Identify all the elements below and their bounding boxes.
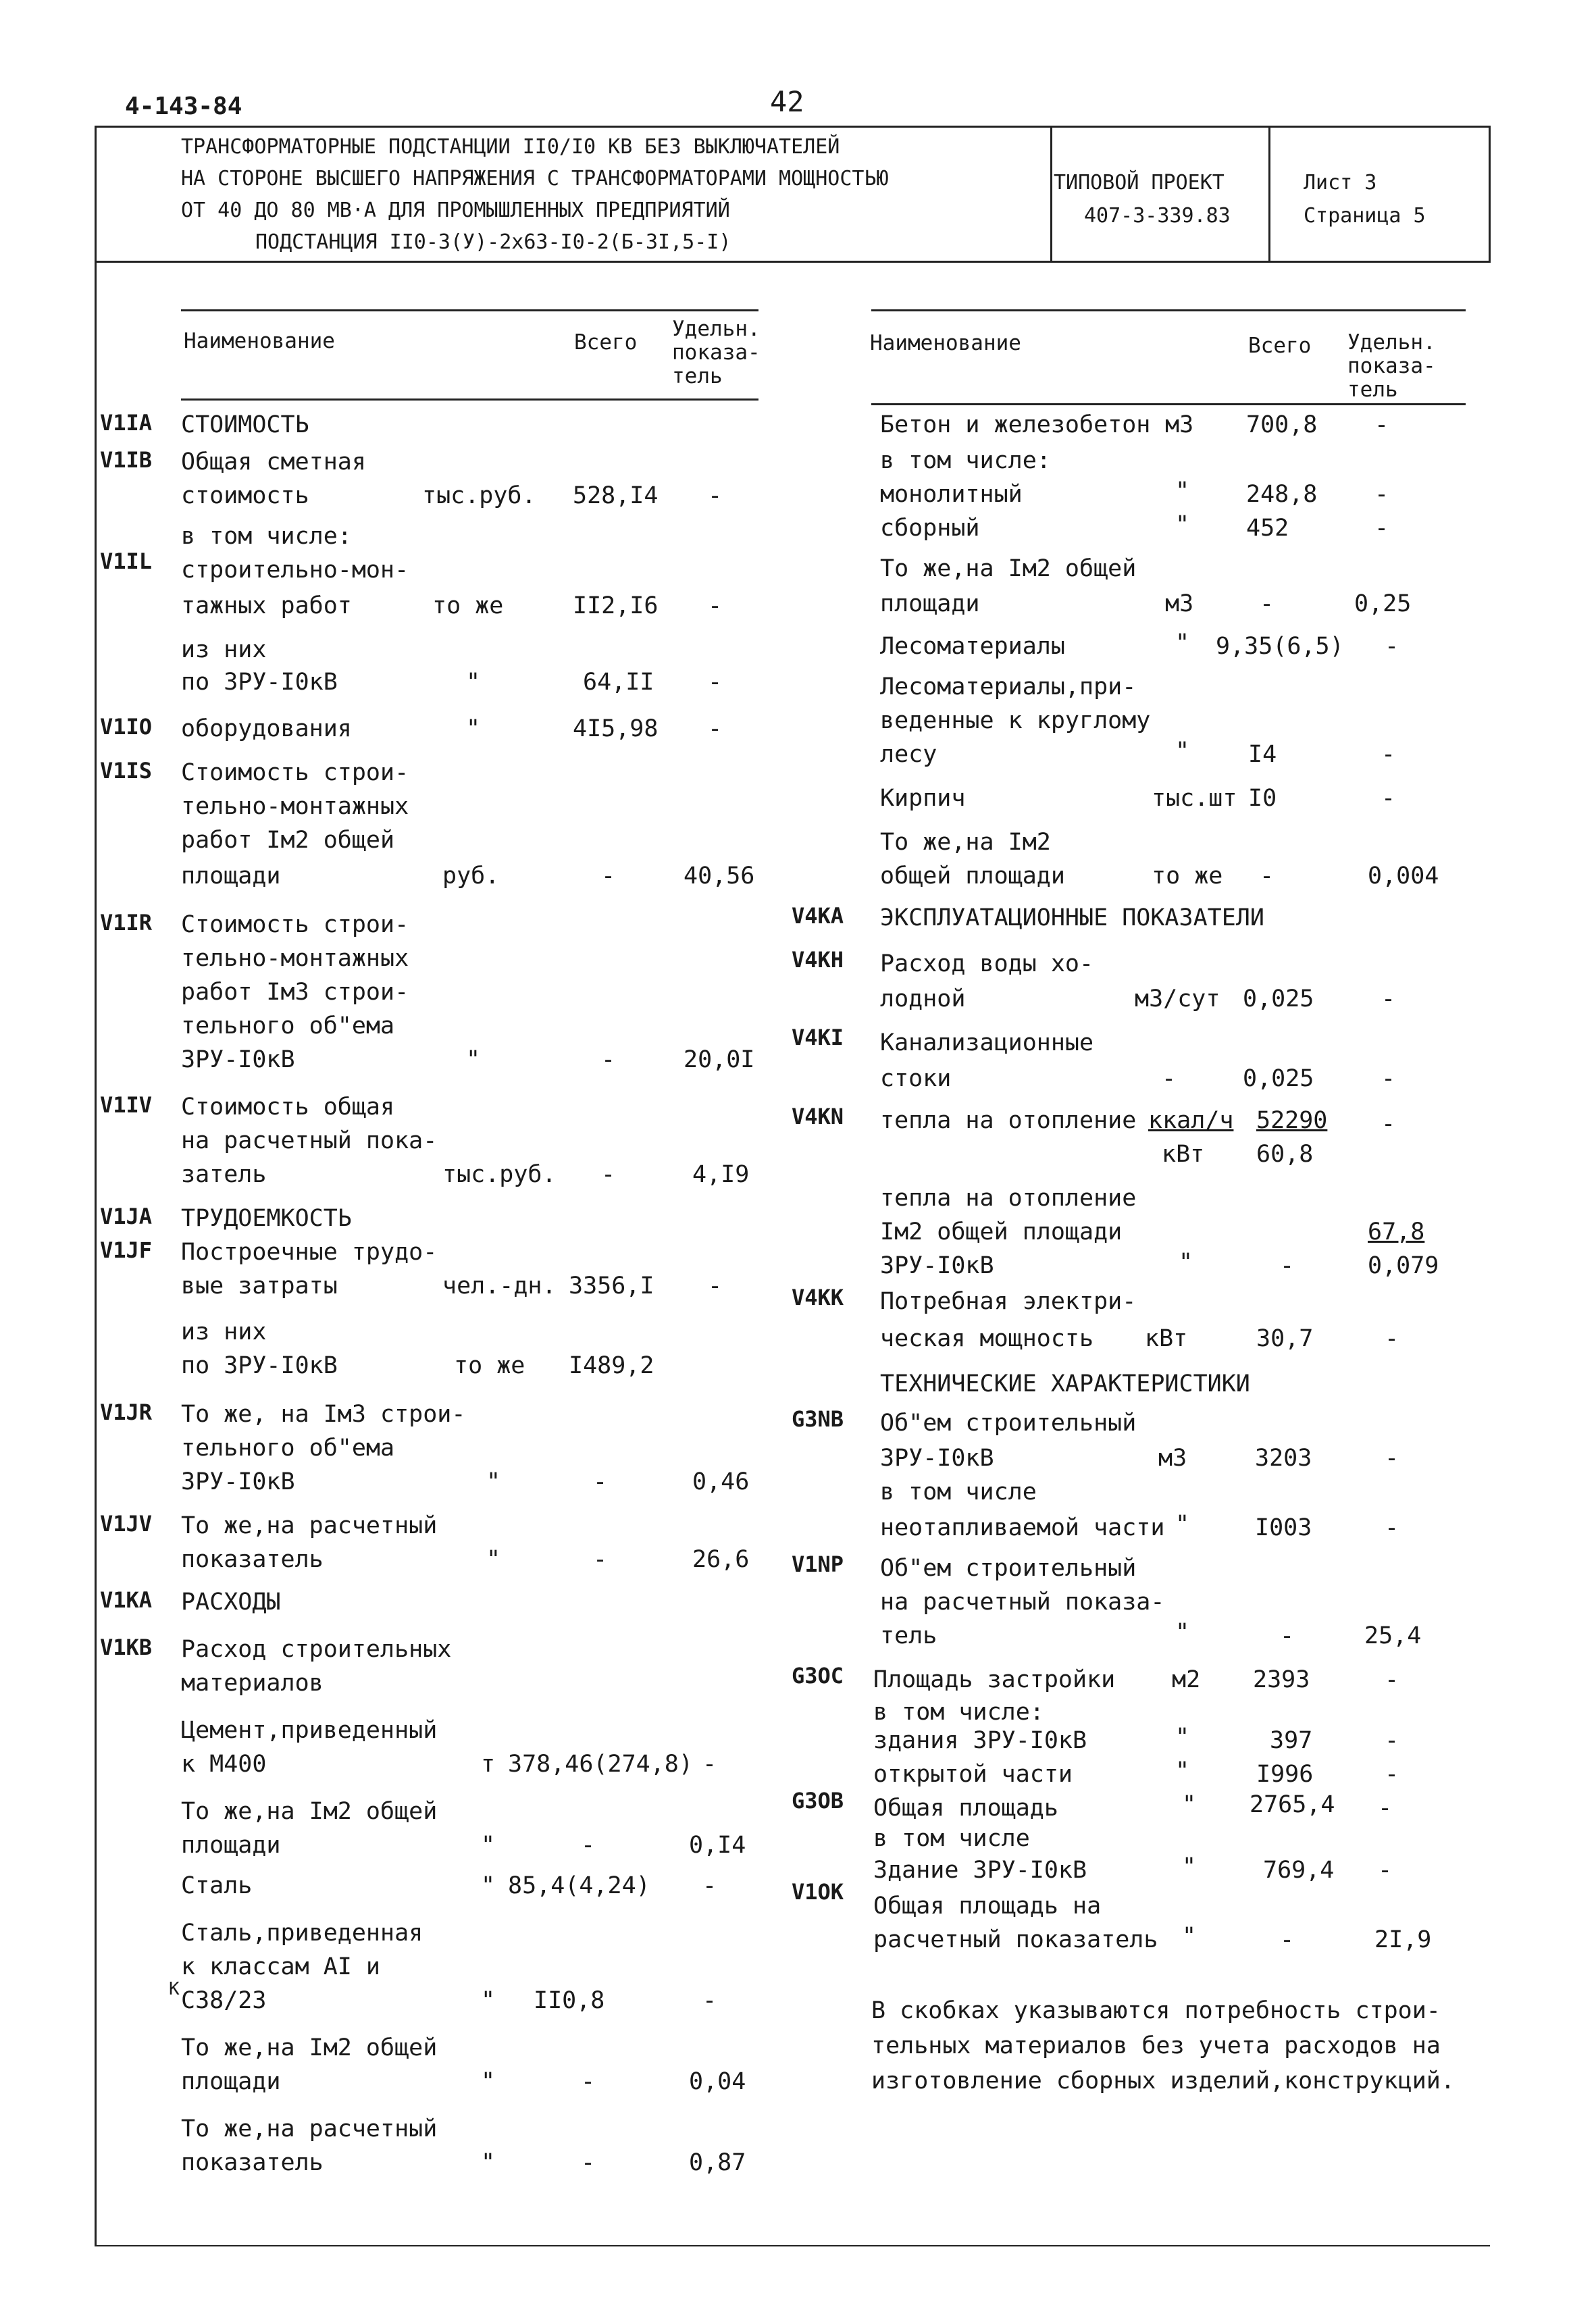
row-code: V4KA bbox=[792, 903, 844, 929]
row-name: ЗРУ-I0кВ bbox=[880, 1252, 994, 1279]
row-total: 0,025 bbox=[1243, 1065, 1314, 1092]
row-name: ЗРУ-I0кВ bbox=[880, 1445, 994, 1472]
left-table-top-rule bbox=[181, 309, 758, 311]
row-name: тельного об"ема bbox=[181, 1012, 395, 1039]
row-name: общей площади bbox=[880, 863, 1065, 890]
header-top-border bbox=[95, 126, 1490, 128]
right-table-top-rule bbox=[871, 309, 1466, 311]
row-name: Здание ЗРУ-I0кВ bbox=[873, 1857, 1087, 1884]
left-col-specific-header-2: показа- bbox=[672, 340, 761, 365]
row-specific: 67,8 bbox=[1368, 1218, 1425, 1245]
row-total: 9,35(6,5) bbox=[1216, 633, 1344, 660]
footnote-line-2: тельных материалов без учета расходов на bbox=[871, 2032, 1441, 2059]
row-name: из них bbox=[181, 636, 267, 663]
project-label: ТИПОВОЙ ПРОЕКТ bbox=[1054, 171, 1225, 195]
row-name: То же,на расчетный bbox=[181, 2115, 438, 2142]
row-unit: м3 bbox=[1165, 590, 1194, 617]
row-code: V1NP bbox=[792, 1551, 844, 1577]
row-specific: 26,6 bbox=[692, 1546, 750, 1573]
row-unit: " bbox=[486, 1468, 501, 1495]
row-name: тельно-монтажных bbox=[181, 945, 409, 972]
row-unit: " bbox=[481, 2149, 496, 2176]
right-col-specific-header-1: Удельн. bbox=[1347, 330, 1436, 355]
row-unit: кВт bbox=[1162, 1141, 1205, 1168]
row-name: площади bbox=[880, 590, 980, 617]
row-name: лодной bbox=[880, 985, 966, 1012]
row-specific: - bbox=[1381, 785, 1396, 812]
row-name: ТЕХНИЧЕСКИЕ ХАРАКТЕРИСТИКИ bbox=[880, 1370, 1250, 1397]
footnote-line-3: изготовление сборных изделий,конструкций. bbox=[871, 2067, 1455, 2094]
row-total: - bbox=[1280, 1926, 1295, 1953]
row-specific: - bbox=[1381, 1110, 1396, 1137]
row-total: - bbox=[593, 1546, 608, 1573]
row-name: тельно-монтажных bbox=[181, 793, 409, 820]
row-unit: " bbox=[481, 1987, 496, 2014]
row-name: тепла на отопление bbox=[880, 1107, 1137, 1134]
row-specific: - bbox=[708, 482, 723, 509]
row-specific: - bbox=[708, 715, 723, 742]
row-name: ТРУДОЕМКОСТЬ bbox=[181, 1205, 352, 1232]
row-name: С38/23 bbox=[181, 1987, 267, 2014]
row-name: Расход строительных bbox=[181, 1636, 452, 1663]
row-specific: - bbox=[708, 669, 723, 696]
row-name: Стоимость строи- bbox=[181, 911, 409, 938]
row-name: Расход воды хо- bbox=[880, 950, 1094, 977]
row-code: V1IA bbox=[100, 410, 153, 436]
row-code: V1JA bbox=[100, 1204, 153, 1229]
row-specific: - bbox=[1385, 1445, 1399, 1472]
row-total: - bbox=[1280, 1622, 1295, 1649]
row-specific: - bbox=[702, 1987, 717, 2014]
row-name: Построечные трудо- bbox=[181, 1239, 438, 1266]
row-name: Об"ем строительный bbox=[880, 1410, 1137, 1437]
row-name: Стоимость строи- bbox=[181, 759, 409, 786]
row-name: веденные к круглому bbox=[880, 707, 1151, 734]
row-name: стоки bbox=[880, 1065, 952, 1092]
row-total: - bbox=[1280, 1252, 1295, 1279]
row-name: тепла на отопление bbox=[880, 1185, 1137, 1212]
row-name: площади bbox=[181, 1832, 281, 1859]
right-col-specific-header-3: тель bbox=[1347, 378, 1398, 402]
row-total: 3356,I bbox=[569, 1272, 654, 1300]
row-total: 452 bbox=[1246, 515, 1289, 542]
row-name: Бетон и железобетон bbox=[880, 411, 1151, 438]
row-specific: - bbox=[708, 592, 723, 619]
row-specific: 0,25 bbox=[1354, 590, 1412, 617]
row-specific: - bbox=[1385, 633, 1399, 660]
row-total: - bbox=[581, 2068, 596, 2095]
project-number: 407-3-339.83 bbox=[1084, 204, 1231, 228]
row-name: тажных работ bbox=[181, 592, 352, 619]
row-total: 30,7 bbox=[1256, 1325, 1314, 1352]
row-code: G3OC bbox=[792, 1663, 844, 1689]
row-code: V4KK bbox=[792, 1285, 844, 1310]
row-total: - bbox=[601, 1046, 616, 1073]
row-unit: " bbox=[481, 1872, 496, 1899]
row-name: Лесоматериалы,при- bbox=[880, 673, 1137, 700]
row-name: затель bbox=[181, 1161, 267, 1188]
row-total: 769,4 bbox=[1263, 1857, 1335, 1884]
row-name: стоимость bbox=[181, 482, 309, 509]
row-code: V1JV bbox=[100, 1511, 153, 1537]
sheet-page: Страница 5 bbox=[1304, 204, 1426, 228]
row-total: 248,8 bbox=[1246, 481, 1318, 508]
row-total: I003 bbox=[1255, 1514, 1312, 1541]
row-name: Кирпич bbox=[880, 785, 966, 812]
row-name: на расчетный показа- bbox=[880, 1589, 1165, 1616]
row-name: работ Iм3 строи- bbox=[181, 979, 409, 1006]
row-specific: 20,0I bbox=[684, 1046, 755, 1073]
row-name: площади bbox=[181, 2068, 281, 2095]
row-total: - bbox=[581, 1832, 596, 1859]
row-specific: - bbox=[702, 1872, 717, 1899]
row-total: - bbox=[1260, 590, 1275, 617]
row-unit: м2 bbox=[1172, 1666, 1201, 1693]
row-name: Общая сметная bbox=[181, 448, 366, 475]
row-specific: - bbox=[1378, 1795, 1393, 1822]
row-unit: " bbox=[1175, 1724, 1190, 1751]
row-unit-index: K bbox=[169, 1979, 180, 1999]
row-name: к классам АI и bbox=[181, 1953, 381, 1980]
row-name: расчетный показатель bbox=[873, 1926, 1158, 1953]
row-unit: тыс.шт bbox=[1152, 785, 1237, 812]
row-name: ЭКСПЛУАТАЦИОННЫЕ ПОКАЗАТЕЛИ bbox=[880, 904, 1264, 931]
row-name: То же,на Iм2 общей bbox=[880, 555, 1137, 582]
row-specific: 4,I9 bbox=[692, 1161, 750, 1188]
left-col-specific-header-1: Удельн. bbox=[672, 317, 761, 341]
row-total: 0,025 bbox=[1243, 985, 1314, 1012]
row-name: Лесоматериалы bbox=[880, 633, 1065, 660]
row-total: I489,2 bbox=[569, 1352, 654, 1379]
row-unit: кВт bbox=[1145, 1325, 1188, 1352]
row-name: на расчетный пока- bbox=[181, 1127, 438, 1154]
row-code: V1IO bbox=[100, 714, 153, 740]
row-total: - bbox=[601, 863, 616, 890]
row-name: площади bbox=[181, 863, 281, 890]
row-name: Потребная электри- bbox=[880, 1288, 1137, 1315]
header-right-border bbox=[1489, 126, 1491, 263]
row-specific: 25,4 bbox=[1364, 1622, 1422, 1649]
row-code: G3NB bbox=[792, 1406, 844, 1432]
row-name: Об"ем строительный bbox=[880, 1555, 1137, 1582]
row-name: Сталь,приведенная bbox=[181, 1920, 423, 1947]
row-specific: - bbox=[1381, 1065, 1396, 1092]
row-specific: - bbox=[1374, 515, 1389, 542]
row-unit: тыс.руб. bbox=[422, 482, 536, 509]
row-unit: " bbox=[1175, 1511, 1190, 1538]
row-code: V1KA bbox=[100, 1587, 153, 1613]
row-specific: - bbox=[1374, 411, 1389, 438]
row-total: 2765,4 bbox=[1250, 1791, 1335, 1818]
row-name: в том числе bbox=[873, 1825, 1030, 1852]
row-name: в том числе: bbox=[181, 523, 352, 550]
row-name: То же,на Iм2 общей bbox=[181, 1798, 438, 1825]
row-unit: " bbox=[1175, 511, 1190, 538]
row-unit: то же bbox=[432, 592, 504, 619]
row-specific: - bbox=[1385, 1514, 1399, 1541]
row-name: из них bbox=[181, 1318, 267, 1345]
row-name: строительно-мон- bbox=[181, 557, 409, 584]
row-total: - bbox=[601, 1161, 616, 1188]
row-unit: " bbox=[1182, 1853, 1197, 1880]
row-code: V4KI bbox=[792, 1025, 844, 1050]
row-name: Стоимость общая bbox=[181, 1094, 395, 1121]
row-unit: " bbox=[466, 715, 481, 742]
header-title-line-4: ПОДСТАНЦИЯ II0-3(У)-2х63-I0-2(Б-3I,5-I) bbox=[255, 230, 731, 254]
right-col-name-header: Наименование bbox=[870, 331, 1021, 355]
document-code: 4-143-84 bbox=[125, 93, 242, 120]
row-code: V1JR bbox=[100, 1399, 153, 1425]
row-name: здания ЗРУ-I0кВ bbox=[873, 1727, 1087, 1754]
row-name: То же, на Iм3 строи- bbox=[181, 1401, 466, 1428]
row-total: 85,4(4,24) bbox=[508, 1872, 650, 1899]
row-name: в том числе: bbox=[880, 447, 1051, 474]
row-name: работ Iм2 общей bbox=[181, 827, 395, 854]
row-specific: - bbox=[1385, 1727, 1399, 1754]
row-specific: 0,04 bbox=[689, 2068, 746, 2095]
row-unit: м3 bbox=[1165, 411, 1194, 438]
row-name: по ЗРУ-I0кВ bbox=[181, 669, 338, 696]
row-unit: " bbox=[1182, 1923, 1197, 1950]
row-total: I996 bbox=[1256, 1761, 1314, 1788]
row-unit: " bbox=[466, 1046, 481, 1073]
row-total: - bbox=[593, 1468, 608, 1495]
row-specific: 0,I4 bbox=[689, 1832, 746, 1859]
header-divider-1 bbox=[1050, 126, 1052, 263]
header-divider-2 bbox=[1268, 126, 1270, 263]
row-name: Общая площадь bbox=[873, 1795, 1058, 1822]
row-code: V1IV bbox=[100, 1092, 153, 1118]
row-name: Iм2 общей площади bbox=[880, 1218, 1123, 1245]
right-col-specific-header-2: показа- bbox=[1347, 354, 1436, 378]
row-name: показатель bbox=[181, 2149, 324, 2176]
row-name: То же,на Iм2 bbox=[880, 829, 1051, 856]
left-table-header-rule bbox=[181, 398, 758, 401]
row-specific: 2I,9 bbox=[1374, 1926, 1432, 1953]
row-unit: тыс.руб. bbox=[442, 1161, 557, 1188]
row-total: I0 bbox=[1248, 785, 1277, 812]
row-name: Канализационные bbox=[880, 1029, 1094, 1056]
left-col-name-header: Наименование bbox=[184, 329, 335, 353]
row-name: То же,на Iм2 общей bbox=[181, 2034, 438, 2061]
row-name: по ЗРУ-I0кВ bbox=[181, 1352, 338, 1379]
row-total: 52290 bbox=[1256, 1107, 1328, 1134]
row-unit: " bbox=[466, 669, 481, 696]
row-unit: чел.-дн. bbox=[442, 1272, 557, 1300]
row-name: тельного об"ема bbox=[181, 1435, 395, 1462]
row-code: V1JF bbox=[100, 1237, 153, 1263]
row-code: V1OK bbox=[792, 1879, 844, 1905]
row-total: 700,8 bbox=[1246, 411, 1318, 438]
row-name: РАСХОДЫ bbox=[181, 1589, 281, 1616]
row-unit: " bbox=[1182, 1791, 1197, 1818]
page-left-border bbox=[95, 126, 97, 2246]
row-unit: " bbox=[481, 1832, 496, 1859]
header-title-line-3: ОТ 40 ДО 80 МВ·А ДЛЯ ПРОМЫШЛЕННЫХ ПРЕДПРИЯТИЙ bbox=[181, 199, 730, 222]
row-total: 397 bbox=[1270, 1727, 1313, 1754]
row-specific: - bbox=[702, 1751, 717, 1778]
row-specific: 0,079 bbox=[1368, 1252, 1439, 1279]
row-total: 378,46(274,8) bbox=[508, 1751, 693, 1778]
row-total: 528,I4 bbox=[573, 482, 659, 509]
row-total: II0,8 bbox=[534, 1987, 605, 2014]
row-code: V1KB bbox=[100, 1635, 153, 1660]
row-total: - bbox=[581, 2149, 596, 2176]
row-name: ЗРУ-I0кВ bbox=[181, 1046, 295, 1073]
row-code: V1IB bbox=[100, 447, 153, 473]
row-name: неотапливаемой части bbox=[880, 1514, 1165, 1541]
row-unit: " bbox=[1175, 1619, 1190, 1646]
row-specific: - bbox=[1385, 1666, 1399, 1693]
row-unit: " bbox=[1175, 629, 1190, 657]
row-specific: 0,46 bbox=[692, 1468, 750, 1495]
row-total: 64,II bbox=[583, 669, 654, 696]
right-table-header-rule bbox=[871, 403, 1466, 405]
row-specific: 0,004 bbox=[1368, 863, 1439, 890]
row-name: тель bbox=[880, 1622, 937, 1649]
header-bottom-border bbox=[95, 261, 1490, 263]
right-col-total-header: Всего bbox=[1248, 334, 1312, 358]
row-code: V1IL bbox=[100, 548, 153, 574]
row-name: сборный bbox=[880, 515, 980, 542]
row-name: в том числе: bbox=[873, 1699, 1044, 1726]
row-code: G3OB bbox=[792, 1788, 844, 1814]
row-unit: ккал/ч bbox=[1148, 1107, 1234, 1134]
row-specific: - bbox=[1381, 985, 1396, 1012]
row-code: V4KH bbox=[792, 947, 844, 973]
left-col-total-header: Всего bbox=[574, 330, 638, 355]
row-total: 2393 bbox=[1253, 1666, 1310, 1693]
row-name: открытой части bbox=[873, 1761, 1073, 1788]
row-unit: м3 bbox=[1158, 1445, 1187, 1472]
row-name: лесу bbox=[880, 741, 937, 768]
row-unit: " bbox=[1175, 478, 1190, 505]
row-name: монолитный bbox=[880, 481, 1023, 508]
row-code: V1IR bbox=[100, 910, 153, 935]
row-code: V4KN bbox=[792, 1104, 844, 1129]
row-specific: - bbox=[708, 1272, 723, 1300]
row-name: материалов bbox=[181, 1670, 324, 1697]
row-specific: 40,56 bbox=[684, 863, 755, 890]
row-name: Цемент,приведенный bbox=[181, 1717, 438, 1744]
row-name: Сталь bbox=[181, 1872, 253, 1899]
row-unit: то же bbox=[454, 1352, 525, 1379]
page-number: 42 bbox=[770, 85, 804, 118]
row-total: 4I5,98 bbox=[573, 715, 659, 742]
row-code: V1IS bbox=[100, 758, 153, 783]
sheet-number: Лист 3 bbox=[1304, 171, 1377, 195]
row-name: Площадь застройки bbox=[873, 1666, 1116, 1693]
row-specific: - bbox=[1381, 741, 1396, 768]
page-bottom-border bbox=[95, 2245, 1490, 2246]
footnote-line-1: В скобках указываются потребность строи- bbox=[871, 1997, 1441, 2024]
row-name: Общая площадь на bbox=[873, 1893, 1102, 1920]
row-unit: - bbox=[1162, 1065, 1177, 1092]
row-total: 3203 bbox=[1255, 1445, 1312, 1472]
row-unit: " bbox=[1179, 1249, 1193, 1276]
row-specific: 0,87 bbox=[689, 2149, 746, 2176]
row-name: СТОИМОСТЬ bbox=[181, 411, 309, 438]
row-unit: " bbox=[481, 2068, 496, 2095]
row-unit: " bbox=[1175, 738, 1190, 765]
row-total: - bbox=[1260, 863, 1275, 890]
row-unit: " bbox=[1175, 1757, 1190, 1784]
row-name: к М400 bbox=[181, 1751, 267, 1778]
row-name: ческая мощность bbox=[880, 1325, 1094, 1352]
row-unit: то же bbox=[1152, 863, 1223, 890]
left-col-specific-header-3: тель bbox=[672, 364, 723, 388]
row-specific: - bbox=[1385, 1325, 1399, 1352]
row-name: вые затраты bbox=[181, 1272, 338, 1300]
row-name: оборудования bbox=[181, 715, 352, 742]
row-name: показатель bbox=[181, 1546, 324, 1573]
row-specific: - bbox=[1374, 481, 1389, 508]
row-unit: т bbox=[481, 1751, 496, 1778]
row-unit: " bbox=[486, 1546, 501, 1573]
row-specific: - bbox=[1385, 1761, 1399, 1788]
row-unit: м3/сут bbox=[1135, 985, 1220, 1012]
row-specific: - bbox=[1378, 1857, 1393, 1884]
row-total: I4 bbox=[1248, 741, 1277, 768]
row-name: ЗРУ-I0кВ bbox=[181, 1468, 295, 1495]
header-title-line-2: НА СТОРОНЕ ВЫСШЕГО НАПРЯЖЕНИЯ С ТРАНСФОРМАТОРАМИ МОЩНОСТЬЮ bbox=[181, 167, 889, 190]
header-title-line-1: ТРАНСФОРМАТОРНЫЕ ПОДСТАНЦИИ II0/I0 КВ БЕЗ ВЫКЛЮЧАТЕЛЕЙ bbox=[181, 135, 840, 159]
row-name: в том числе bbox=[880, 1479, 1037, 1506]
row-total: II2,I6 bbox=[573, 592, 659, 619]
row-unit: руб. bbox=[442, 863, 500, 890]
row-name: То же,на расчетный bbox=[181, 1512, 438, 1539]
row-total: 60,8 bbox=[1256, 1141, 1314, 1168]
